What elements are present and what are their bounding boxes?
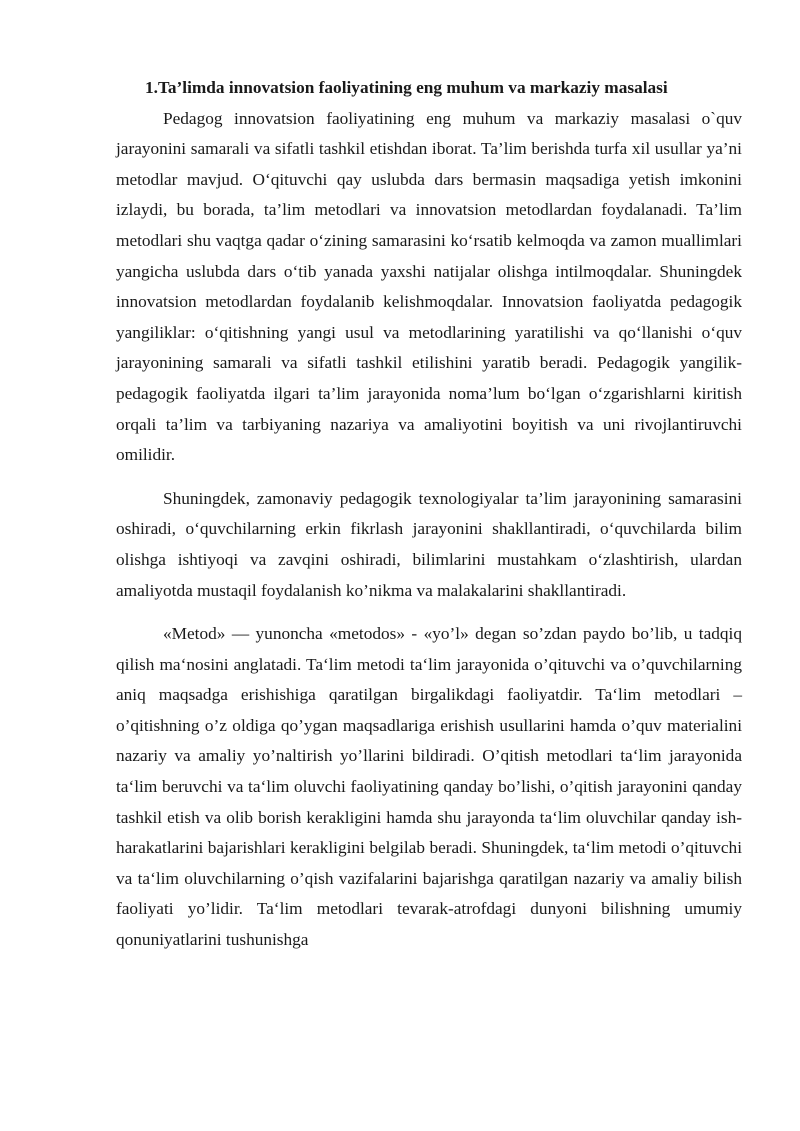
section-heading: 1.Ta’limda innovatsion faoliyatining eng muhum va markaziy masalasi	[145, 78, 668, 97]
paragraph-technologies: Shuningdek, zamonaviy pedagogik texnologiyalar ta’lim jarayonining samarasini oshiradi, o‘quvchilarning erkin fikrlash jarayonini shakllantiradi, o‘quvchilarda bilim olishga ishtiyoqi va zavqini oshiradi, bilimlarini mustahkam o‘zlashtirish, ulardan amaliyotda mustaqil foydalanish ko’nikma va malakalarini shakllantiradi.	[116, 488, 742, 600]
document-body	[116, 73, 742, 956]
paragraph-innovation: Pedagog innovatsion faoliyatining eng muhum va markaziy masalasi o`quv jarayonini samarali va sifatli tashkil etishdan iborat. Ta’lim berishda turfa xil usullar ya’ni metodlar mavjud. O‘qituvchi qay uslubda dars bermasin maqsadiga yetish imkonini izlaydi, bu borada, ta’lim metodlari va innovatsion metodlardan foydalanadi. Ta’lim metodlari shu vaqtga qadar o‘zining samarasini ko‘rsatib kelmoqda va zamon muallimlari yangicha uslubda dars o‘tib yanada yaxshi natijalar olishga intilmoqdalar. Shuningdek innovatsion metodlardan foydalanib kelishmoqdalar. Innovatsion faoliyatda pedagogik yangiliklar: o‘qitishning yangi usul va metodlarining yaratilishi va qo‘llanishi o‘quv jarayonining samarali va sifatli tashkil etilishini yaratib beradi. Pedagogik yangilik-pedagogik faoliyatda ilgari ta’lim jarayonida noma’lum bo‘lgan o‘zgarishlarni kiritish orqali ta’lim va tarbiyaning nazariya va amaliyotini boyitish va uni rivojlantiruvchi omilidir.	[116, 108, 742, 465]
paragraph-method: «Metod» — yunoncha «metodos» - «yo’l» degan so’zdan paydo bo’lib, u tadqiq qilish ma‘nosini anglatadi. Ta‘lim metodi ta‘lim jarayonida o’qituvchi va o’quvchilarning aniq maqsadga erishishiga qaratilgan birgalikdagi faoliyatdir. Ta‘lim metodlari – o’qitishning o’z oldiga qo’ygan maqsadlariga erishish usullarini hamda o’quv materialini nazariy va amaliy yo’naltirish yo’llarini bildiradi. O’qitish metodlari ta‘lim jarayonida ta‘lim beruvchi va ta‘lim oluvchi faoliyatining qanday bo’lishi, o’qitish jarayonini qanday tashkil etish va olib borish kerakligini hamda shu jarayonda ta‘lim oluvchilar qanday ish-harakatlarini bajarishlari kerakligini belgilab beradi. Shuningdek, ta‘lim metodi o’qituvchi va ta‘lim oluvchilarning o’qish vazifalarini bajarishga qaratilgan nazariy va amaliy bilish faoliyati yo’lidir. Ta‘lim metodlari tevarak-atrofdagi dunyoni bilishning umumiy qonuniyatlarini tushunishga	[116, 624, 742, 950]
